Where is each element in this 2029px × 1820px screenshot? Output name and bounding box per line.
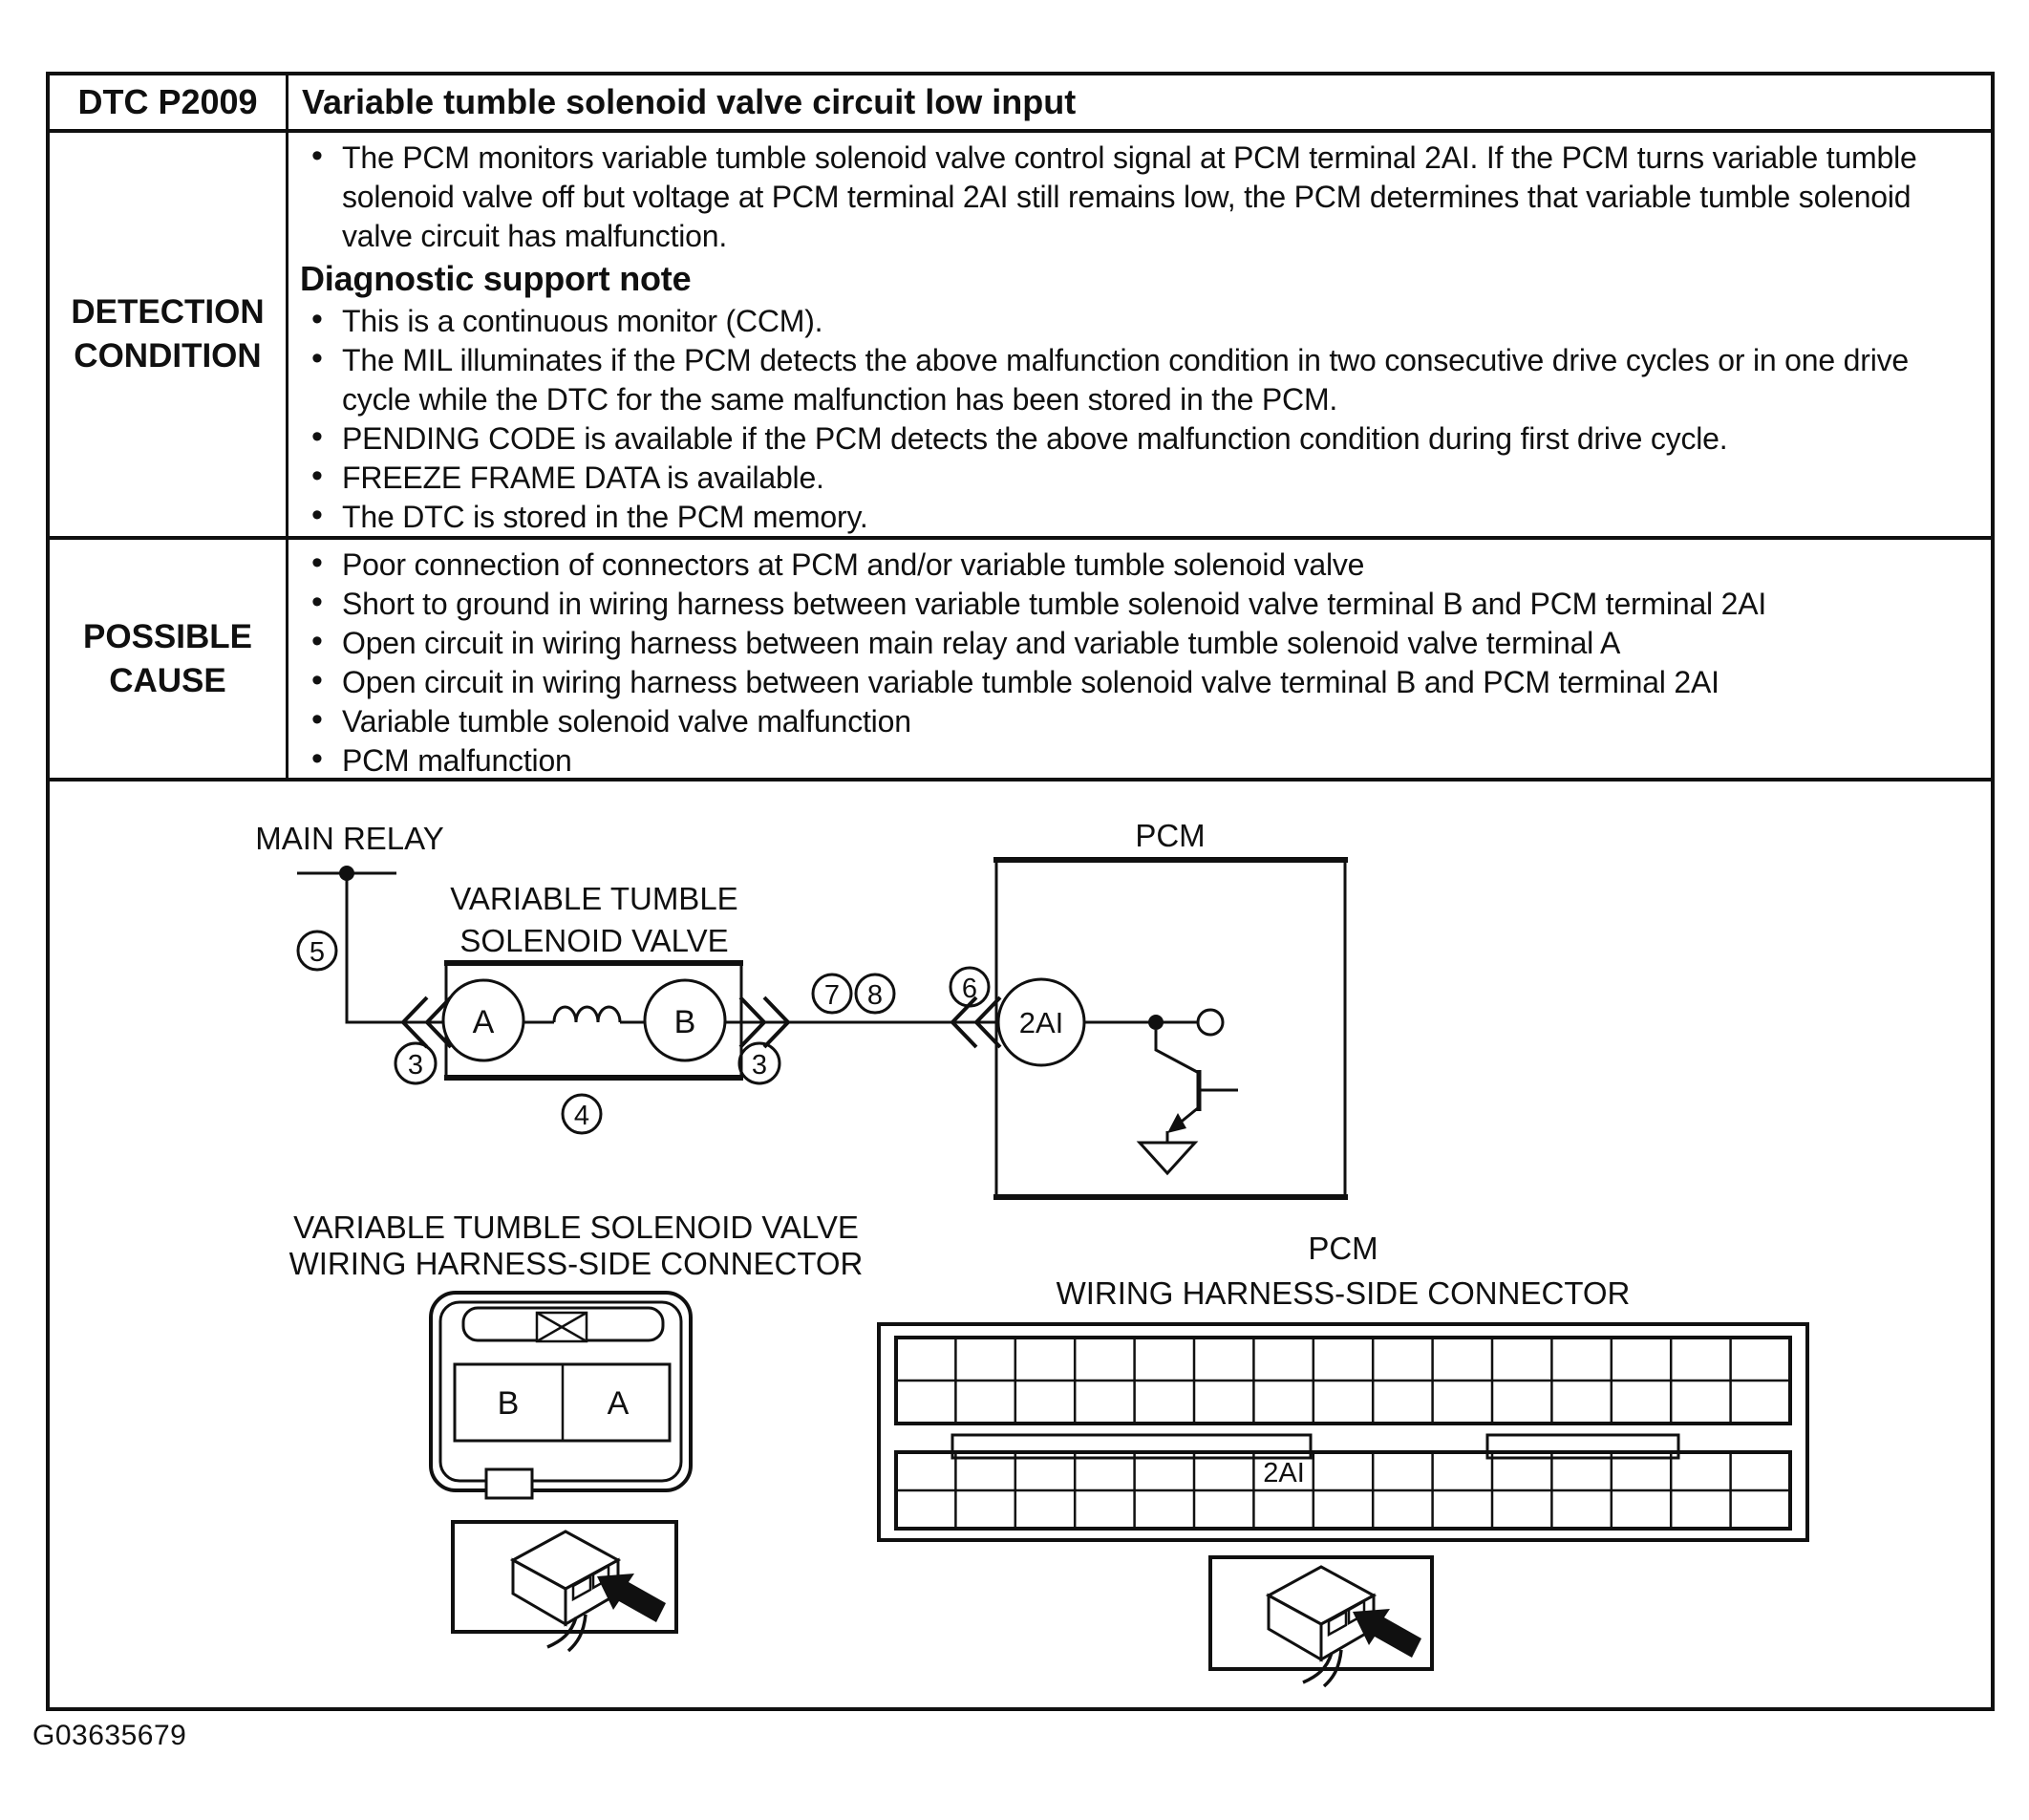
connector-tab — [486, 1469, 532, 1498]
valve-connector-title-line1: VARIABLE TUMBLE SOLENOID VALVE — [293, 1210, 859, 1245]
diagnostic-support-note-heading: Diagnostic support note — [300, 259, 692, 298]
svg-text:4: 4 — [573, 1101, 590, 1131]
ground-icon — [1140, 1143, 1195, 1173]
pcm-connector-outline — [879, 1324, 1807, 1540]
list-item: • The MIL illuminates if the PCM detects the above malfunction condition in two consecutive drive cycles or in one drive cycle while the DTC for the same malfunction has been stored in the PCM. — [300, 341, 1981, 419]
detection-condition-row — [50, 129, 1991, 536]
list-item: • Open circuit in wiring harness between main relay and variable tumble solenoid valve terminal A — [300, 624, 1981, 663]
pcm-connector-grid-bottom — [896, 1452, 1790, 1529]
svg-text:7: 7 — [823, 980, 841, 1011]
pcm-connector-terminal-label: 2AI — [1263, 1458, 1305, 1488]
dtc-header-row — [50, 75, 1991, 129]
valve-connector-pin-b: B — [497, 1385, 520, 1422]
callout-3-right — [739, 1043, 780, 1083]
callout-5 — [298, 931, 336, 970]
detection-condition-content — [288, 133, 1991, 536]
pcm-connector-title-line1: PCM — [1308, 1231, 1378, 1266]
main-relay-label: MAIN RELAY — [255, 821, 444, 856]
callout-3-left — [395, 1043, 436, 1083]
list-item: • Open circuit in wiring harness between variable tumble solenoid valve terminal B and PCM terminal 2AI — [300, 663, 1981, 702]
list-item: • PCM malfunction — [300, 741, 1981, 781]
callout-6 — [950, 968, 989, 1006]
pcm-junction-dot — [1148, 1015, 1164, 1030]
pcm-label: PCM — [1135, 818, 1206, 853]
pcm-connector-slot-right — [1487, 1435, 1678, 1458]
svg-text:6: 6 — [961, 974, 978, 1004]
callout-7 — [813, 974, 851, 1013]
pcm-open-terminal-icon — [1198, 1010, 1223, 1035]
dtc-code: DTC P2009 — [50, 75, 288, 129]
valve-connector-pin-a: A — [607, 1385, 630, 1422]
detection-condition-label: DETECTION CONDITION — [50, 133, 288, 536]
svg-text:8: 8 — [866, 980, 884, 1011]
dtc-table — [46, 72, 1995, 1711]
relay-branch-wire — [347, 873, 449, 1022]
detection-intro-bullet: • The PCM monitors variable tumble solenoid valve control signal at PCM terminal 2AI. If the PCM turns variable tumble solenoid valve off but voltage at PCM terminal 2AI still remains low, the PCM determines that variable tumble solenoid valve circuit has malfunction. — [300, 139, 1981, 256]
valve-terminal-b-label: B — [673, 1004, 696, 1040]
valve-connector-drawing — [431, 1293, 691, 1498]
list-item: • Poor connection of connectors at PCM and/or variable tumble solenoid valve — [300, 546, 1981, 585]
list-item: • FREEZE FRAME DATA is available. — [300, 459, 1981, 498]
list-item: • The DTC is stored in the PCM memory. — [300, 498, 1981, 537]
list-item: • Short to ground in wiring harness between variable tumble solenoid valve terminal B and PCM terminal 2AI — [300, 585, 1981, 624]
wiring-diagram — [50, 782, 1991, 1707]
possible-cause-label: POSSIBLE CAUSE — [50, 540, 288, 778]
pcm-connector-title-line2: WIRING HARNESS-SIDE CONNECTOR — [1056, 1275, 1631, 1311]
callout-4 — [563, 1095, 601, 1133]
possible-cause-content — [288, 540, 1991, 778]
list-item: • This is a continuous monitor (CCM). — [300, 302, 1981, 341]
callout-8 — [856, 974, 894, 1013]
cause-bullet-list — [300, 546, 1981, 781]
list-item: • PENDING CODE is available if the PCM detects the above malfunction condition during first drive cycle. — [300, 419, 1981, 459]
pcm-connector-slot-left — [952, 1435, 1311, 1458]
list-item: • Variable tumble solenoid valve malfunction — [300, 702, 1981, 741]
valve-label-line2: SOLENOID VALVE — [459, 923, 729, 958]
figure-id: G03635679 — [32, 1720, 187, 1751]
svg-text:5: 5 — [309, 937, 326, 968]
svg-text:3: 3 — [751, 1050, 768, 1081]
valve-connector-title-line2: WIRING HARNESS-SIDE CONNECTOR — [288, 1246, 864, 1281]
valve-label-line1: VARIABLE TUMBLE — [450, 881, 738, 916]
detection-intro-list — [300, 139, 1981, 256]
dtc-title: Variable tumble solenoid valve circuit low input — [302, 82, 1077, 121]
wiring-diagram-cell — [50, 778, 1991, 1707]
solenoid-coil-icon — [554, 1007, 620, 1022]
detection-bullet-list — [300, 302, 1981, 537]
transistor-icon — [1156, 1030, 1238, 1143]
svg-text:3: 3 — [407, 1050, 424, 1081]
possible-cause-row — [50, 536, 1991, 778]
pcm-connector-grid-top — [896, 1338, 1790, 1424]
valve-terminal-a-label: A — [472, 1004, 495, 1040]
pcm-terminal-2ai-label: 2AI — [1018, 1006, 1064, 1039]
